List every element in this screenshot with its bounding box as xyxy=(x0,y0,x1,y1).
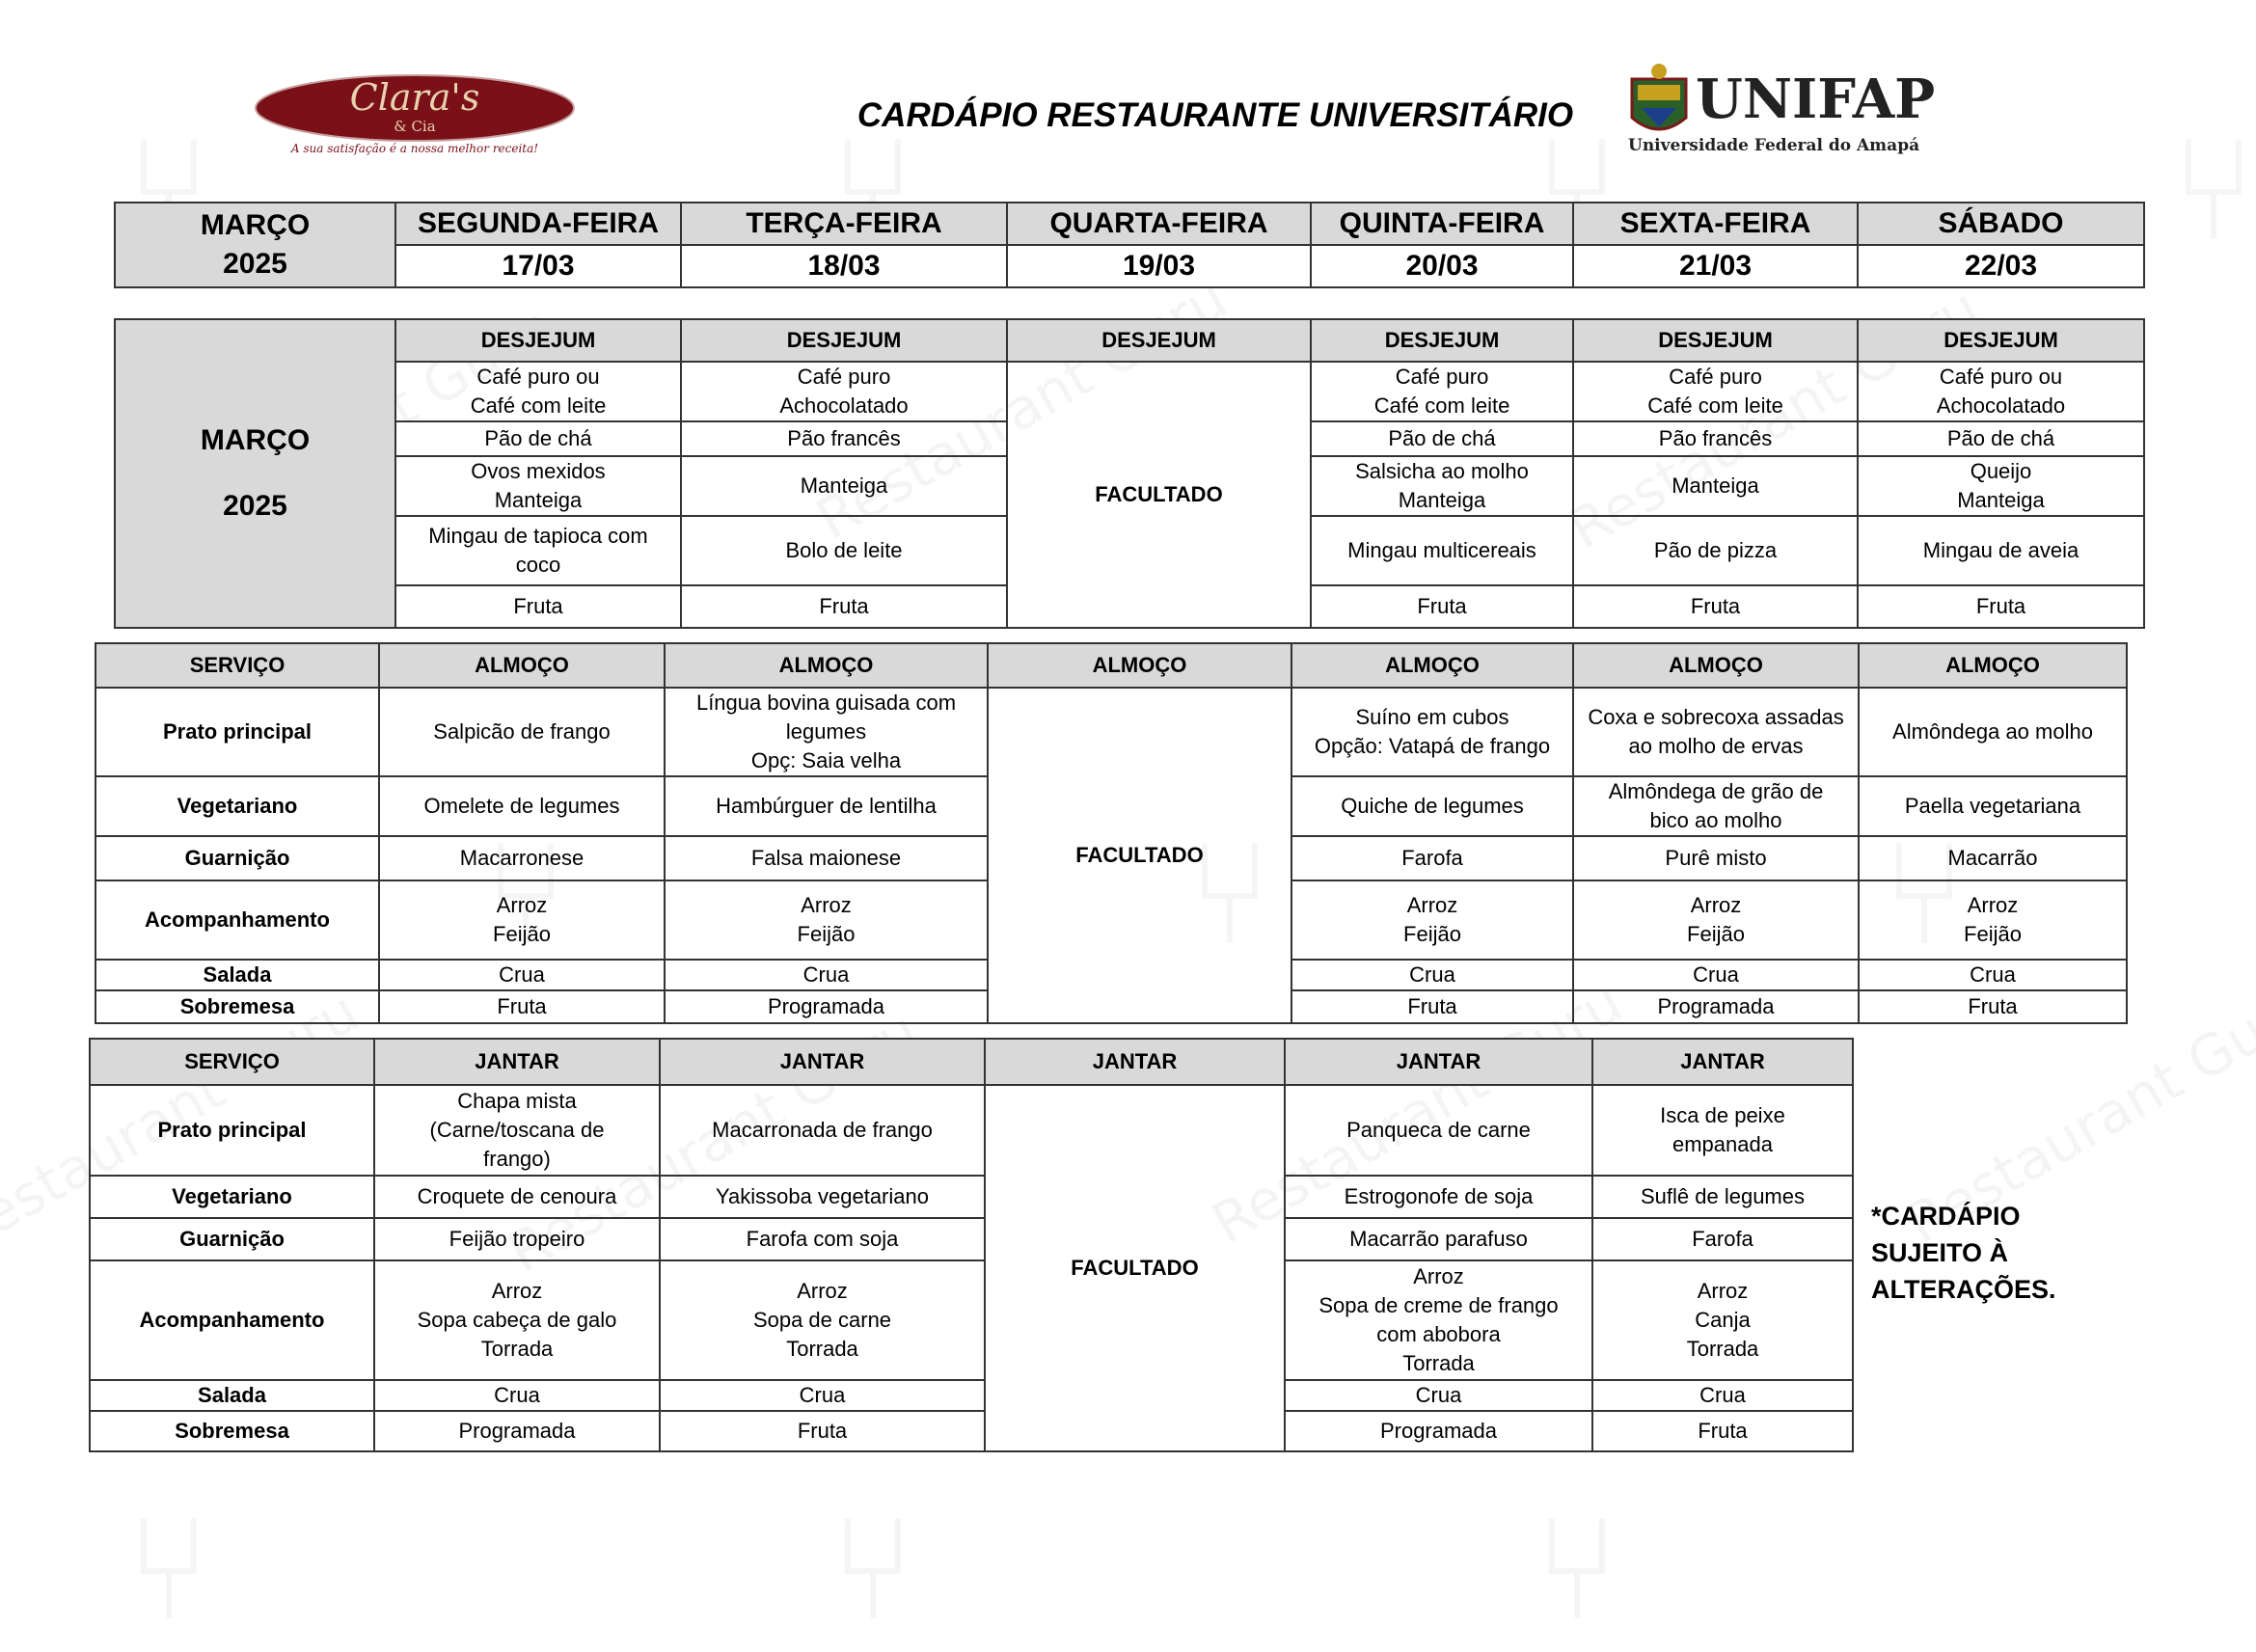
menu-cell: Queijo Manteiga xyxy=(1858,456,2144,516)
menu-cell: Mingau de aveia xyxy=(1858,516,2144,585)
meal-header: DESJEJUM xyxy=(1573,319,1858,362)
menu-cell: Fruta xyxy=(1291,990,1573,1023)
fork-knife-icon xyxy=(125,1485,212,1652)
menu-cell: Fruta xyxy=(1859,990,2127,1023)
menu-cell: Suflê de legumes xyxy=(1592,1176,1853,1218)
menu-cell: Macarrão xyxy=(1859,836,2127,880)
breakfast-table xyxy=(114,318,2145,629)
menu-cell: Café puro Café com leite xyxy=(1311,362,1573,421)
menu-cell: Macarronada de frango xyxy=(660,1085,985,1176)
menu-cell: Café puro Achocolatado xyxy=(681,362,1007,421)
facultado-cell: FACULTADO xyxy=(988,688,1291,1023)
dinner-table xyxy=(89,1038,1854,1452)
meal-header: DESJEJUM xyxy=(1311,319,1573,362)
page-title: CARDÁPIO RESTAURANTE UNIVERSITÁRIO xyxy=(856,96,1574,134)
service-label: Sobremesa xyxy=(90,1411,374,1451)
menu-change-note: *CARDÁPIO SUJEITO À ALTERAÇÕES. xyxy=(1871,1202,2056,1304)
day-date: 19/03 xyxy=(1007,245,1311,287)
week-header-table xyxy=(114,202,2145,288)
header-month-year xyxy=(115,203,395,287)
menu-cell: Programada xyxy=(1285,1411,1592,1451)
menu-cell: Estrogonofe de soja xyxy=(1285,1176,1592,1218)
menu-cell: Café puro ou Achocolatado xyxy=(1858,362,2144,421)
menu-cell: Programada xyxy=(665,990,988,1023)
facultado-cell: FACULTADO xyxy=(985,1085,1285,1451)
service-label: Guarnição xyxy=(95,836,379,880)
menu-cell: Pão de chá xyxy=(1311,421,1573,456)
menu-cell: Farofa xyxy=(1592,1218,1853,1260)
meal-header: ALMOÇO xyxy=(1291,643,1573,688)
day-date: 22/03 xyxy=(1858,245,2144,287)
service-header: SERVIÇO xyxy=(90,1039,374,1085)
service-header: SERVIÇO xyxy=(95,643,379,688)
menu-cell: Macarronese xyxy=(379,836,665,880)
menu-cell: Salpicão de frango xyxy=(379,688,665,776)
menu-cell: Arroz Feijão xyxy=(1859,880,2127,960)
meal-header: DESJEJUM xyxy=(1858,319,2144,362)
day-name: SEXTA-FEIRA xyxy=(1573,203,1858,245)
menu-cell: Crua xyxy=(1573,960,1859,990)
menu-cell: Ovos mexidos Manteiga xyxy=(395,456,681,516)
menu-cell: Café puro ou Café com leite xyxy=(395,362,681,421)
service-label: Sobremesa xyxy=(95,990,379,1023)
menu-cell: Pão de chá xyxy=(1858,421,2144,456)
meal-header: JANTAR xyxy=(985,1039,1285,1085)
meal-header: ALMOÇO xyxy=(1573,643,1859,688)
menu-cell: Arroz Feijão xyxy=(379,880,665,960)
menu-cell: Crua xyxy=(665,960,988,990)
breakfast-year: 2025 xyxy=(223,490,287,522)
menu-cell: Hambúrguer de lentilha xyxy=(665,776,988,836)
menu-cell: Almôndega de grão de bico ao molho xyxy=(1573,776,1859,836)
header-year: 2025 xyxy=(223,248,287,280)
menu-cell: Chapa mista (Carne/toscana de frango) xyxy=(374,1085,660,1176)
menu-cell: Manteiga xyxy=(1573,456,1858,516)
menu-cell: Crua xyxy=(379,960,665,990)
menu-cell: Crua xyxy=(374,1380,660,1411)
menu-cell: Suíno em cubos Opção: Vatapá de frango xyxy=(1291,688,1573,776)
meal-header: DESJEJUM xyxy=(1007,319,1311,362)
menu-cell: Pão francês xyxy=(681,421,1007,456)
service-label: Prato principal xyxy=(90,1085,374,1176)
meal-header: DESJEJUM xyxy=(395,319,681,362)
menu-cell: Fruta xyxy=(1858,585,2144,628)
fork-knife-icon xyxy=(829,1485,916,1652)
svg-text:UNIFAP: UNIFAP xyxy=(1696,68,1936,131)
menu-cell: Farofa com soja xyxy=(660,1218,985,1260)
fork-knife-icon xyxy=(1534,1485,1620,1652)
service-label: Acompanhamento xyxy=(95,880,379,960)
menu-cell: Crua xyxy=(1859,960,2127,990)
menu-cell: Farofa xyxy=(1291,836,1573,880)
meal-header: DESJEJUM xyxy=(681,319,1007,362)
menu-cell: Fruta xyxy=(1573,585,1858,628)
menu-cell: Coxa e sobrecoxa assadas ao molho de ervas xyxy=(1573,688,1859,776)
menu-cell: Isca de peixe empanada xyxy=(1592,1085,1853,1176)
menu-cell: Fruta xyxy=(395,585,681,628)
menu-cell: Fruta xyxy=(1311,585,1573,628)
lunch-table xyxy=(95,642,2128,1024)
svg-text:& Cia: & Cia xyxy=(394,118,436,135)
day-date: 18/03 xyxy=(681,245,1007,287)
menu-cell: Manteiga xyxy=(681,456,1007,516)
menu-cell: Arroz Feijão xyxy=(1573,880,1859,960)
menu-cell: Bolo de leite xyxy=(681,516,1007,585)
svg-text:Clara's: Clara's xyxy=(349,76,480,119)
service-label: Vegetariano xyxy=(90,1176,374,1218)
header-month: MARÇO xyxy=(200,209,311,241)
svg-text:A sua satisfação é a nossa mel: A sua satisfação é a nossa melhor receita! xyxy=(290,142,539,155)
svg-text:Universidade Federal do Amapá: Universidade Federal do Amapá xyxy=(1628,136,1920,155)
meal-header: JANTAR xyxy=(1285,1039,1592,1085)
day-date: 17/03 xyxy=(395,245,681,287)
menu-cell: Falsa maionese xyxy=(665,836,988,880)
day-name: SÁBADO xyxy=(1858,203,2144,245)
breakfast-month: MARÇO xyxy=(200,424,311,456)
menu-cell: Almôndega ao molho xyxy=(1859,688,2127,776)
menu-cell: Crua xyxy=(1291,960,1573,990)
menu-cell: Arroz Feijão xyxy=(1291,880,1573,960)
service-label: Guarnição xyxy=(90,1218,374,1260)
menu-cell: Pão de pizza xyxy=(1573,516,1858,585)
menu-cell: Fruta xyxy=(660,1411,985,1451)
menu-cell: Língua bovina guisada com legumes Opç: Saia velha xyxy=(665,688,988,776)
meal-header: ALMOÇO xyxy=(1859,643,2127,688)
menu-cell: Pão de chá xyxy=(395,421,681,456)
menu-cell: Café puro Café com leite xyxy=(1573,362,1858,421)
breakfast-month-year xyxy=(115,319,395,628)
menu-cell: Macarrão parafuso xyxy=(1285,1218,1592,1260)
meal-header: JANTAR xyxy=(660,1039,985,1085)
day-name: TERÇA-FEIRA xyxy=(681,203,1007,245)
day-name: QUINTA-FEIRA xyxy=(1311,203,1573,245)
menu-cell: Paella vegetariana xyxy=(1859,776,2127,836)
menu-cell: Fruta xyxy=(681,585,1007,628)
menu-cell: Arroz Sopa de creme de frango com abobora Torrada xyxy=(1285,1260,1592,1380)
menu-cell: Purê misto xyxy=(1573,836,1859,880)
service-label: Prato principal xyxy=(95,688,379,776)
menu-cell: Crua xyxy=(660,1380,985,1411)
menu-cell: Yakissoba vegetariano xyxy=(660,1176,985,1218)
menu-cell: Mingau multicereais xyxy=(1311,516,1573,585)
menu-cell: Quiche de legumes xyxy=(1291,776,1573,836)
service-label: Salada xyxy=(90,1380,374,1411)
menu-cell: Salsicha ao molho Manteiga xyxy=(1311,456,1573,516)
service-label: Vegetariano xyxy=(95,776,379,836)
fork-knife-icon xyxy=(2170,106,2256,273)
meal-header: JANTAR xyxy=(374,1039,660,1085)
menu-cell: Omelete de legumes xyxy=(379,776,665,836)
menu-cell: Arroz Sopa cabeça de galo Torrada xyxy=(374,1260,660,1380)
menu-cell: Pão francês xyxy=(1573,421,1858,456)
unifap-logo xyxy=(1628,62,1956,158)
day-name: QUARTA-FEIRA xyxy=(1007,203,1311,245)
unifap-crest-icon xyxy=(1632,64,1686,129)
service-label: Acompanhamento xyxy=(90,1260,374,1380)
claras-logo xyxy=(253,71,577,156)
menu-cell: Arroz Feijão xyxy=(665,880,988,960)
menu-cell: Croquete de cenoura xyxy=(374,1176,660,1218)
day-name: SEGUNDA-FEIRA xyxy=(395,203,681,245)
menu-cell: Arroz Sopa de carne Torrada xyxy=(660,1260,985,1380)
menu-cell: Mingau de tapioca com coco xyxy=(395,516,681,585)
menu-cell: Programada xyxy=(1573,990,1859,1023)
day-date: 20/03 xyxy=(1311,245,1573,287)
menu-cell: Crua xyxy=(1592,1380,1853,1411)
menu-cell: Fruta xyxy=(379,990,665,1023)
day-date: 21/03 xyxy=(1573,245,1858,287)
menu-cell: Crua xyxy=(1285,1380,1592,1411)
menu-cell: Programada xyxy=(374,1411,660,1451)
service-label: Salada xyxy=(95,960,379,990)
menu-cell: Panqueca de carne xyxy=(1285,1085,1592,1176)
menu-cell: Arroz Canja Torrada xyxy=(1592,1260,1853,1380)
menu-cell: Feijão tropeiro xyxy=(374,1218,660,1260)
meal-header: ALMOÇO xyxy=(665,643,988,688)
meal-header: ALMOÇO xyxy=(988,643,1291,688)
meal-header: ALMOÇO xyxy=(379,643,665,688)
facultado-cell: FACULTADO xyxy=(1007,362,1311,628)
menu-cell: Fruta xyxy=(1592,1411,1853,1451)
meal-header: JANTAR xyxy=(1592,1039,1853,1085)
